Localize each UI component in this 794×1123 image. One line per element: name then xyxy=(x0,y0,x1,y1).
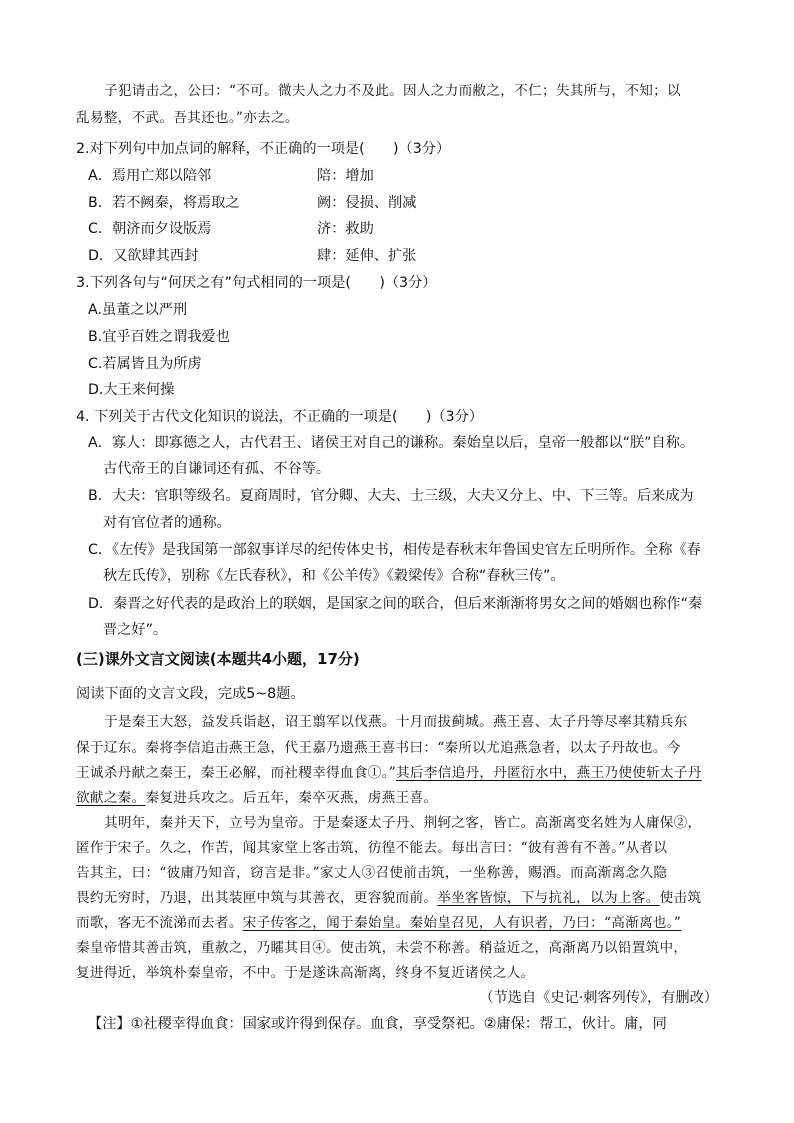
question-4-option-b-line-2: 对有官位者的通称。 xyxy=(103,515,231,531)
question-4-option-a-line-1: A．寡人：即寡德之人，古代君王、诸侯王对自己的谦称。秦始皇以后，皇帝一般都以“朕”自称。 xyxy=(88,435,695,451)
passage-p2-line-7: 复进得近，举筑朴秦皇帝，不中。于是遂诛高渐离，终身不复近诸侯之人。 xyxy=(76,965,535,981)
section-3-heading: (三)课外文言文阅读(本题共4小题，17分) xyxy=(76,650,360,668)
passage-p1-line-3 xyxy=(76,763,702,783)
question-4-option-d-line-1: D．秦晋之好代表的是政治上的联姻，是国家之间的联合，但后来渐渐将男女之间的婚姻也称作“秦 xyxy=(88,596,703,612)
passage-prev-line-2: 乱易整，不武。吾其还也。”亦去之。 xyxy=(76,110,299,126)
question-2-stem: 2.对下列句中加点词的解释，不正确的一项是( )（3分） xyxy=(76,141,451,157)
question-2-option-c-gloss: 济：救助 xyxy=(317,221,374,237)
passage-notes xyxy=(88,1014,667,1034)
passage-p1-line-4 xyxy=(76,788,437,808)
question-4-stem: 4. 下列关于古代文化知识的说法，不正确的一项是( )（3分） xyxy=(76,409,484,425)
question-3-stem: 3.下列各句与“何厌之有”句式相同的一项是( )（3分） xyxy=(76,275,437,291)
passage-p2-line-1: 其明年，秦并天下，立号为皇帝。于是秦逐太子丹、荆轲之客，皆亡。高渐离变名姓为人庸保②， xyxy=(104,815,702,831)
question-4-option-b-line-1: B．大夫：官职等级名。夏商周时，官分卿、大夫、士三级，大夫又分上、中、下三等。后来成为 xyxy=(88,488,694,504)
question-2-option-b-gloss: 阙：侵损、削减 xyxy=(317,195,417,211)
passage-underlined-sentence-1: 其后李信追丹，丹匿衍水中，燕王乃使使斩太子丹 xyxy=(396,765,702,781)
passage-p1-line-4-plain: 秦复进兵攻之。后五年，秦卒灭燕，虏燕王喜。 xyxy=(145,790,438,806)
passage-p2-line-3: 告其主，曰：“彼庸乃知音，窃言是非。”家丈人③召使前击筑，一坐称善，赐酒。而高渐离念久隐 xyxy=(76,865,668,881)
passage-p2-line-6: 秦皇帝惜其善击筑，重赦之，乃矐其目④。使击筑，未尝不称善。稍益近之，高渐离乃以铅置筑中， xyxy=(76,940,688,956)
question-4-option-c-line-1: C．《左传》是我国第一部叙事详尽的纪传体史书，相传是春秋末年鲁国史官左丘明所作。全称《春 xyxy=(88,542,701,558)
passage-p1-line-1: 于是秦王大怒，益发兵诣赵，诏王翦军以伐燕。十月而拔蓟城。燕王喜、太子丹等尽率其精兵东 xyxy=(104,714,688,730)
passage-p1-line-3-plain: 王诚杀丹献之秦王，秦王必解，而社稷幸得血食①。” xyxy=(76,765,397,781)
passage-underlined-sentence-2: 举坐客皆惊，下与抗礼，以为上客。 xyxy=(437,890,660,906)
passage-underlined-sentence-1-end: 欲献之秦。 xyxy=(76,790,146,806)
question-2-option-a-gloss: 陪：增加 xyxy=(317,168,374,184)
question-2-option-d: D．又欲肆其西封 xyxy=(88,248,199,264)
question-2-option-d-gloss: 肆：延伸、扩张 xyxy=(317,248,417,264)
question-3-option-c: C.若属皆且为所虏 xyxy=(88,356,202,372)
passage-p2-line-4-tail: 使击筑 xyxy=(659,890,702,906)
question-2-option-c: C．朝济而夕设版焉 xyxy=(88,221,212,237)
passage-source: （节选自《史记·刺客列传》，有删改） xyxy=(479,990,718,1006)
passage-p2-line-5 xyxy=(76,913,681,933)
passage-p2-line-4-plain: 畏约无穷时，乃退，出其装匣中筑与其善衣，更容貌而前。 xyxy=(76,890,438,906)
passage-prev-line-1: 子犯请击之，公曰：“不可。微夫人之力不及此。因人之力而敝之，不仁；失其所与，不知；以 xyxy=(104,83,681,99)
question-4-option-c-line-2: 秋左氏传》，别称《左氏春秋》，和《公羊传》《穀梁传》合称“春秋三传”。 xyxy=(103,568,565,584)
notes-text: ①社稷幸得血食：国家或许得到保存。血食，享受祭祀。②庸保：帮工，伙计。庸，同 xyxy=(130,1016,667,1032)
passage-p2-line-4 xyxy=(76,888,701,908)
question-2-option-b: B．若不阙秦，将焉取之 xyxy=(88,195,240,211)
passage-p1-line-2: 保于辽东。秦将李信追击燕王急，代王嘉乃遗燕王喜书曰：“秦所以尤追燕急者，以太子丹故也。今 xyxy=(76,740,681,756)
passage-p2-line-2: 匿作于宋子。久之，作苦，闻其家堂上客击筑，彷徨不能去。每出言曰：“彼有善有不善。”从者以 xyxy=(76,840,668,856)
question-4-option-a-line-2: 古代帝王的自谦词还有孤、不谷等。 xyxy=(103,461,331,477)
question-3-option-a: A.虽董之以严刑 xyxy=(88,302,188,318)
question-4-option-d-line-2: 晋之好”。 xyxy=(103,622,168,638)
section-3-intro: 阅读下面的文言文段，完成5~8题。 xyxy=(76,686,305,702)
question-2-option-a: A．焉用亡郑以陪邻 xyxy=(88,168,212,184)
passage-underlined-sentence-3: 宋子传客之，闻于秦始皇。秦始皇召见，人有识者，乃曰：“高渐离也。” xyxy=(242,915,682,931)
question-3-option-d: D.大王来何操 xyxy=(88,382,175,398)
notes-label: 【注】 xyxy=(88,1016,131,1032)
passage-p2-line-5-plain: 而歌，客无不流涕而去者。 xyxy=(76,915,243,931)
question-3-option-b: B.宜乎百姓之谓我爱也 xyxy=(88,329,230,345)
